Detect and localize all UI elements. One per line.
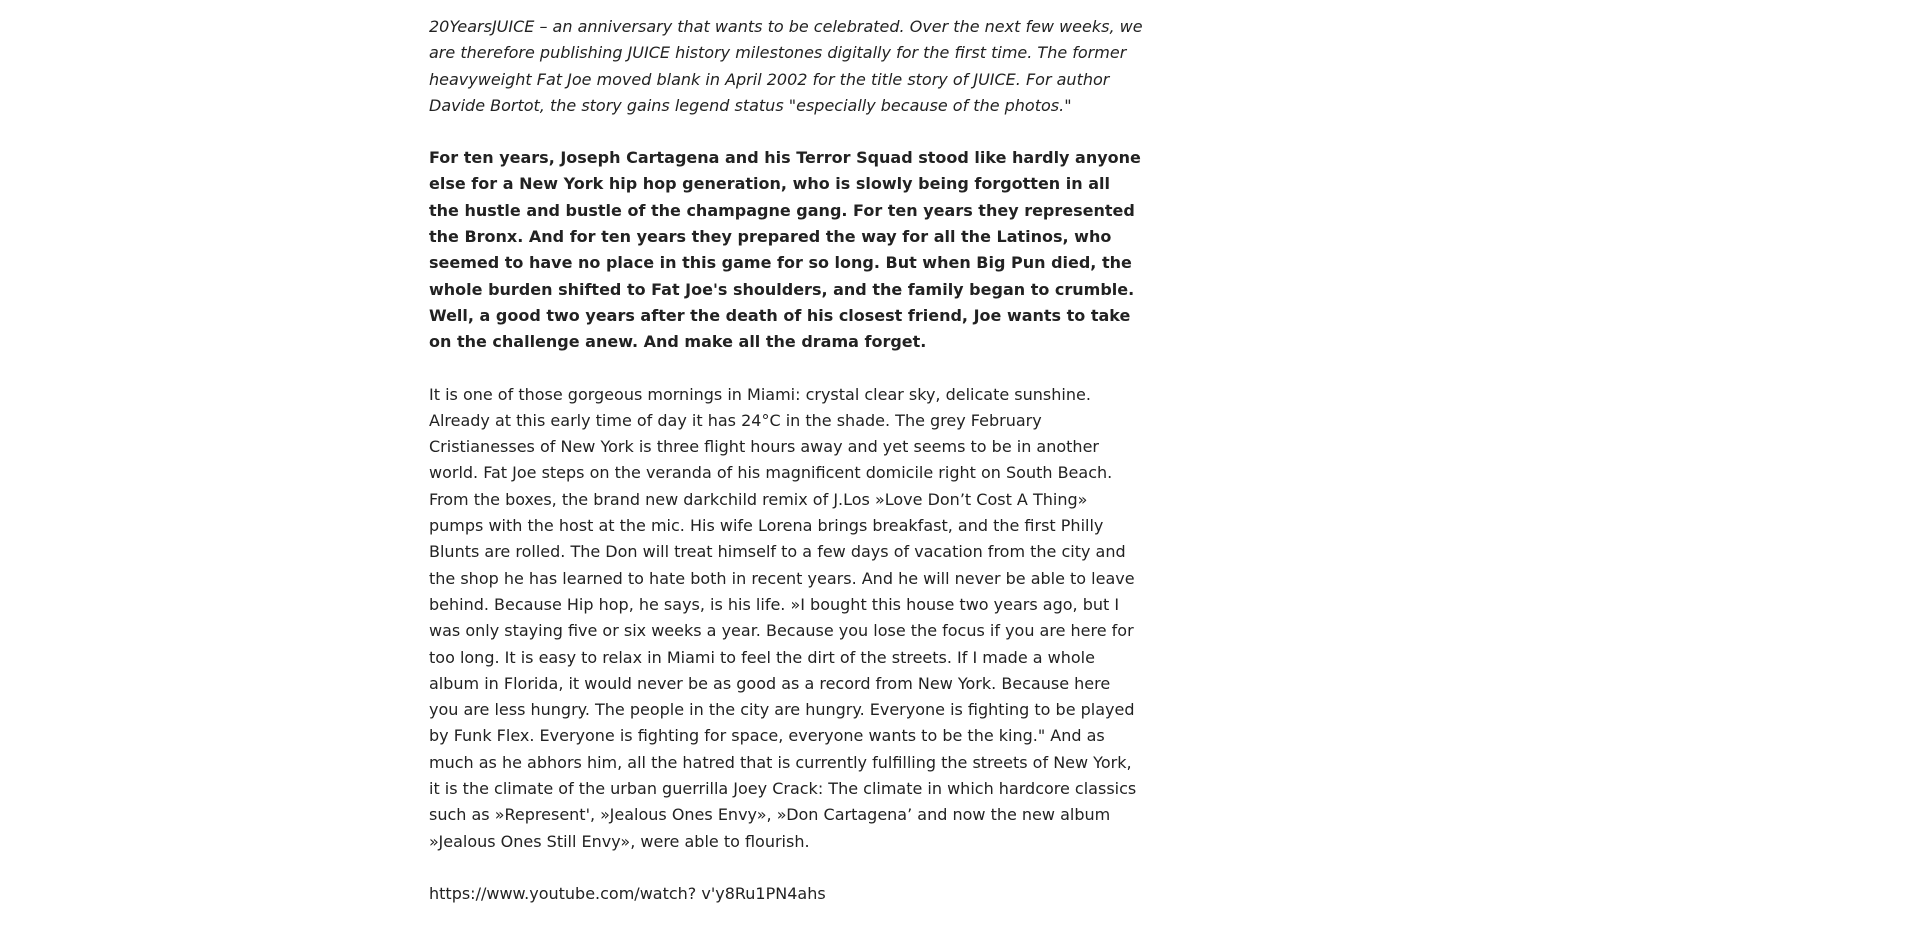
article-body [429, 14, 1144, 933]
intro-paragraph: 20YearsJUICE – an anniversary that wants to be celebrated. Over the next few weeks, we are therefore publishing JUICE history milestones digitally for the first time. The former heavyweight Fat Joe moved blank in April 2002 for the title story of JUICE. For author Davide Bortot, the story gains legend status "especially because of the photos." [429, 17, 1143, 115]
youtube-link[interactable]: https://www.youtube.com/watch? v'y8Ru1PN4ahs [429, 883, 826, 903]
body-paragraph: It is one of those gorgeous mornings in Miami: crystal clear sky, delicate sunshine. Already at this early time of day it has 24°C in the shade. The grey February Cristianesses of New York is three flight hours away and yet seems to be in another world. Fat Joe steps on the veranda of his magnificent domicile right on South Beach. From the boxes, the brand new darkchild remix of J.Los »Love Don’t Cost A Thing» pumps with the host at the mic. His wife Lorena brings breakfast, and the first Philly Blunts are rolled. The Don will treat himself to a few days of vacation from the city and the shop he has learned to hate both in recent years. And he will never be able to leave behind. Because Hip hop, he says, is his life. »I bought this house two years ago, but I was only staying five or six weeks a year. Because you lose the focus if you are here for too long. It is easy to relax in Miami to feel the dirt of the streets. If I made a whole album in Florida, it would never be as good as a record from New York. Because here you are less hungry. The people in the city are hungry. Everyone is fighting to be played by Funk Flex. Everyone is fighting for space, everyone wants to be the king." And as much as he abhors him, all the hatred that is currently fulfilling the streets of New York, it is the climate of the urban guerrilla Joey Crack: The climate in which hardcore classics such as »Represent', »Jealous Ones Envy», »Don Cartagena’ and now the new album »Jealous Ones Still Envy», were able to flourish. [429, 384, 1137, 851]
lead-paragraph: For ten years, Joseph Cartagena and his Terror Squad stood like hardly anyone else for a New York hip hop generation, who is slowly being forgotten in all the hustle and bustle of the champagne gang. For ten years they represented the Bronx. And for ten years they prepared the way for all the Latinos, who seemed to have no place in this game for so long. But when Big Pun died, the whole burden shifted to Fat Joe's shoulders, and the family began to crumble. Well, a good two years after the death of his closest friend, Joe wants to take on the challenge anew. And make all the drama forget. [429, 148, 1141, 352]
